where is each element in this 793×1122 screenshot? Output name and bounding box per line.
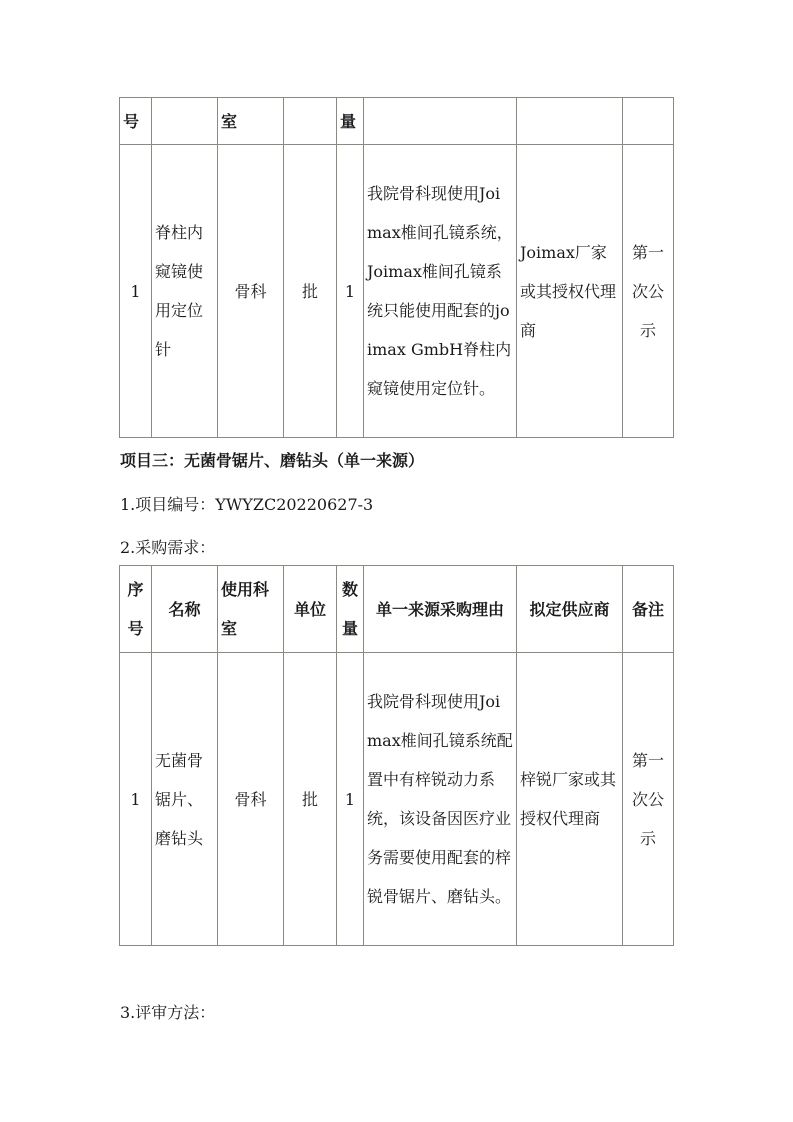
cell-unit: 批 <box>284 145 337 438</box>
cell-no: 1 <box>120 653 152 946</box>
cell-remark: 第一次公示 <box>623 145 674 438</box>
cell-dept: 骨科 <box>218 653 284 946</box>
table-header-row <box>120 98 674 145</box>
cell-name: 无菌骨锯片、磨钻头 <box>152 653 218 946</box>
header-cell-reason: 单一来源采购理由 <box>364 566 517 653</box>
table-header-row <box>120 566 674 653</box>
header-cell-unit: 单位 <box>284 566 337 653</box>
cell-qty: 1 <box>337 145 364 438</box>
cell-reason: 我院骨科现使用Joimax椎间孔镜系统配置中有梓锐动力系统，该设备因医疗业务需要使用配套的梓锐骨锯片、磨钻头。 <box>364 653 517 946</box>
evaluation-method-label: 3.评审方法： <box>120 1003 216 1022</box>
cell-reason: 我院骨科现使用Joimax椎间孔镜系统，Joimax椎间孔镜系统只能使用配套的joimax GmbH脊柱内窥镜使用定位针。 <box>364 145 517 438</box>
header-cell-unit <box>284 98 337 145</box>
header-cell-supplier <box>517 98 623 145</box>
header-cell-reason <box>364 98 517 145</box>
header-cell-dept: 使用科室 <box>218 566 284 653</box>
cell-remark: 第一次公示 <box>623 653 674 946</box>
procurement-table-continued <box>119 97 674 438</box>
table-row <box>120 653 674 946</box>
cell-supplier: Joimax厂家或其授权代理商 <box>517 145 623 438</box>
header-cell-remark: 备注 <box>623 566 674 653</box>
procurement-requirements-label: 2.采购需求： <box>120 538 216 557</box>
header-cell-remark <box>623 98 674 145</box>
header-cell-dept: 室 <box>218 98 284 145</box>
section-heading-project3: 项目三：无菌骨锯片、磨钻头（单一来源） <box>120 451 425 470</box>
cell-unit: 批 <box>284 653 337 946</box>
header-cell-qty: 量 <box>337 98 364 145</box>
header-cell-name <box>152 98 218 145</box>
header-cell-supplier: 拟定供应商 <box>517 566 623 653</box>
cell-name: 脊柱内窥镜使用定位针 <box>152 145 218 438</box>
table-row <box>120 145 674 438</box>
procurement-table <box>119 565 674 946</box>
cell-supplier: 梓锐厂家或其授权代理商 <box>517 653 623 946</box>
header-cell-name: 名称 <box>152 566 218 653</box>
cell-no: 1 <box>120 145 152 438</box>
header-cell-qty: 数量 <box>337 566 364 653</box>
header-cell-no: 号 <box>120 98 152 145</box>
cell-qty: 1 <box>337 653 364 946</box>
header-cell-no: 序号 <box>120 566 152 653</box>
project-number: 1.项目编号：YWYZC20220627-3 <box>120 495 374 514</box>
cell-dept: 骨科 <box>218 145 284 438</box>
